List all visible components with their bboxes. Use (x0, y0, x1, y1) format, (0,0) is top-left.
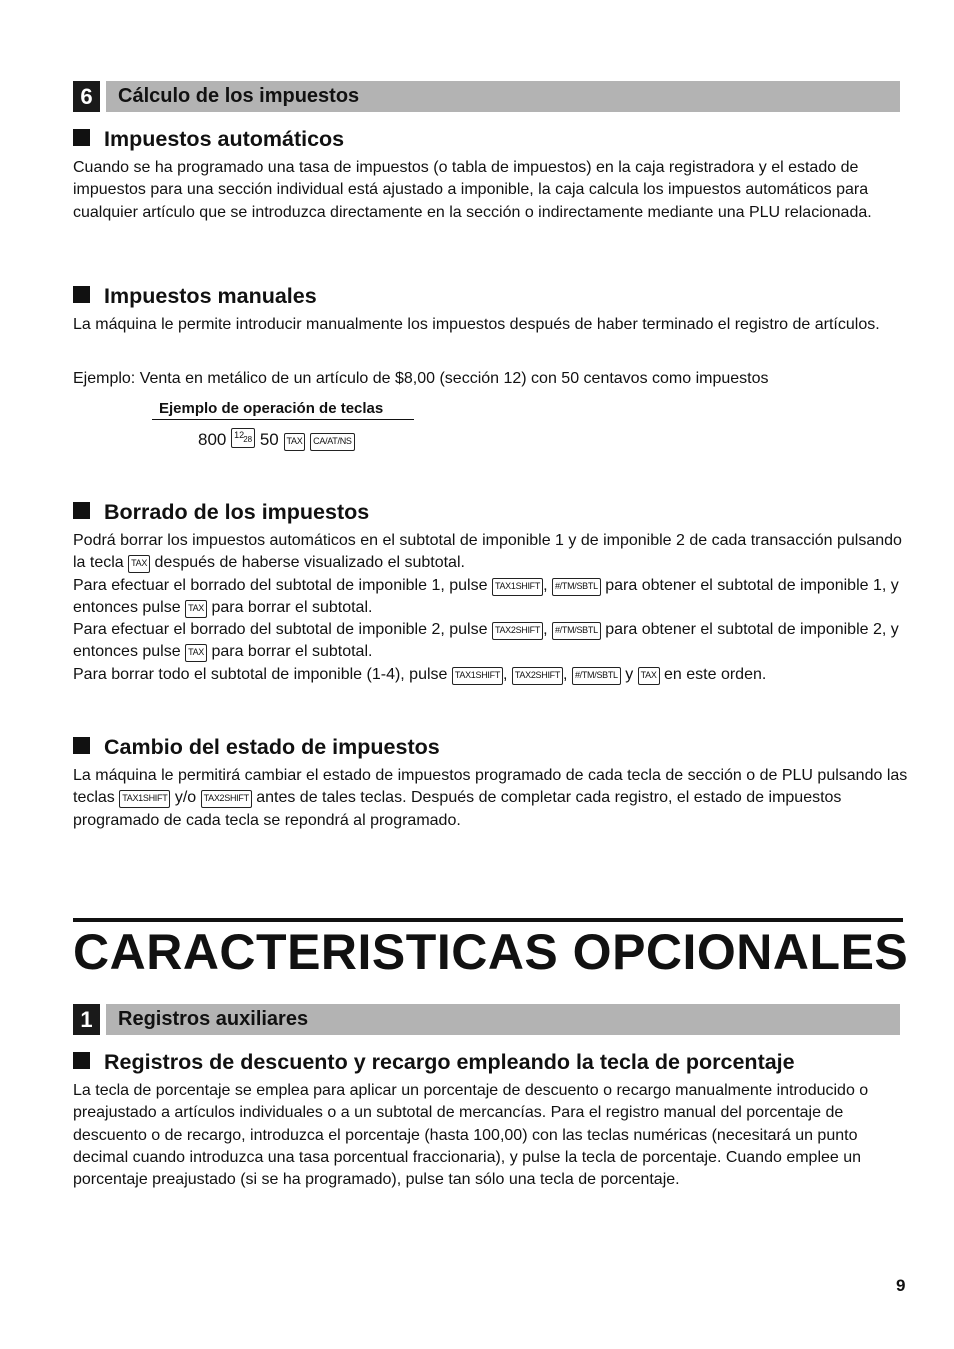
section-title: Registros auxiliares (106, 1004, 900, 1035)
tax2shift-key: TAX2SHIFT (201, 790, 252, 808)
tax1shift-key: TAX1SHIFT (452, 667, 503, 685)
tax-amount-value: 50 (259, 430, 279, 449)
paragraph-tax-status-change: La máquina le permitirá cambiar el estado de impuestos programado de cada tecla de sección o de PLU pulsando las teclas TAX1SHIFT y/o TAX2SHIFT antes de tales teclas. Después de completar cada registro, el estado de impuestos programado de cada tecla se repondrá al programado. (73, 767, 908, 829)
tax2shift-key: TAX2SHIFT (512, 667, 563, 685)
square-bullet-icon (73, 1052, 90, 1069)
key-operation-example-label: Ejemplo de operación de teclas (152, 399, 414, 420)
tax-key: TAX (185, 644, 207, 662)
square-bullet-icon (73, 737, 90, 754)
chapter-title: CARACTERISTICAS OPCIONALES (73, 924, 909, 980)
paragraph-manual-example: Ejemplo: Venta en metálico de un artículo de $8,00 (sección 12) con 50 centavos como impuestos (73, 370, 769, 387)
tax-key: TAX (284, 433, 306, 451)
amount-value: 800 (198, 430, 227, 449)
subheading-discount-percent: Registros de descuento y recargo empleando la tecla de porcentaje (73, 1049, 795, 1075)
paragraph-auto-tax: Cuando se ha programado una tasa de impuestos (o tabla de impuestos) en la caja registradora y el estado de impuestos para una sección individual está ajustado a imponible, la caja calcula los impuestos automáticos para cualquier artículo que se introduzca directamente en la sección o indirectamente mediante una PLU relacionada. (73, 159, 872, 221)
square-bullet-icon (73, 502, 90, 519)
paragraph-discount-percent: La tecla de porcentaje se emplea para aplicar un porcentaje de descuento o recargo manualmente introducido o preajustado a artículos individuales o a un subtotal de mercancías. Para el registro manual del porcentaje de descuento o de recargo, introduzca el porcentaje (hasta 100,00) con las teclas numéricas (necesitará un punto decimal cuando introduzca una tasa porcentual fraccionaria), y pulse la tecla de porcentaje. Cuando emplee un porcentaje preajustado (si se ha programado), pulse tan sólo una tecla de porcentaje. (73, 1082, 869, 1189)
section-number: 6 (73, 81, 100, 112)
tm-sbtl-key: #/TM/SBTL (552, 622, 601, 640)
tax-key: TAX (638, 667, 660, 685)
tm-sbtl-key: #/TM/SBTL (552, 578, 601, 596)
chapter-rule (73, 918, 903, 922)
tax1shift-key: TAX1SHIFT (119, 790, 170, 808)
tax-key: TAX (185, 600, 207, 618)
paragraph-tax-delete: Podrá borrar los impuestos automáticos en el subtotal de imponible 1 y de imponible 2 de cada transacción pulsando la tecla TAX después de haberse visualizado el subtotal. Para efectuar el borrado del subtotal de imponible 1, pulse TAX1SHIFT , #/TM/SBTL para obtener el subtotal de imponible 1, y entonces pulse TAX para borrar el subtotal. Para efectuar el borrado del subtotal de imponible 2, pulse TAX2SHIFT , #/TM/SBTL para obtener el subtotal de imponible 2, y entonces pulse TAX para borrar el subtotal. Para borrar todo el subtotal de imponible (1-4), pulse TAX1SHIFT , TAX2SHIFT , #/TM/SBTL y TAX en este orden. (73, 532, 902, 683)
square-bullet-icon (73, 129, 90, 146)
section-header-1 (73, 1004, 900, 1035)
square-bullet-icon (73, 286, 90, 303)
section-title: Cálculo de los impuestos (106, 81, 900, 112)
key-operation-sequence (198, 428, 355, 452)
subheading-manual-tax: Impuestos manuales (73, 283, 317, 309)
section-number: 1 (73, 1004, 100, 1035)
tax1shift-key: TAX1SHIFT (492, 578, 543, 596)
tax2shift-key: TAX2SHIFT (492, 622, 543, 640)
tax-key: TAX (128, 555, 150, 573)
page-number: 9 (896, 1276, 906, 1295)
subheading-auto-tax: Impuestos automáticos (73, 126, 344, 152)
ca-at-ns-key: CA/AT/NS (310, 433, 354, 451)
subheading-tax-status-change: Cambio del estado de impuestos (73, 734, 440, 760)
department-key: 28 12 (231, 428, 255, 448)
section-header-6 (73, 81, 900, 112)
subheading-tax-delete: Borrado de los impuestos (73, 499, 369, 525)
paragraph-manual-tax: La máquina le permite introducir manualmente los impuestos después de haber terminado el registro de artículos. (73, 316, 880, 333)
tm-sbtl-key: #/TM/SBTL (572, 667, 621, 685)
